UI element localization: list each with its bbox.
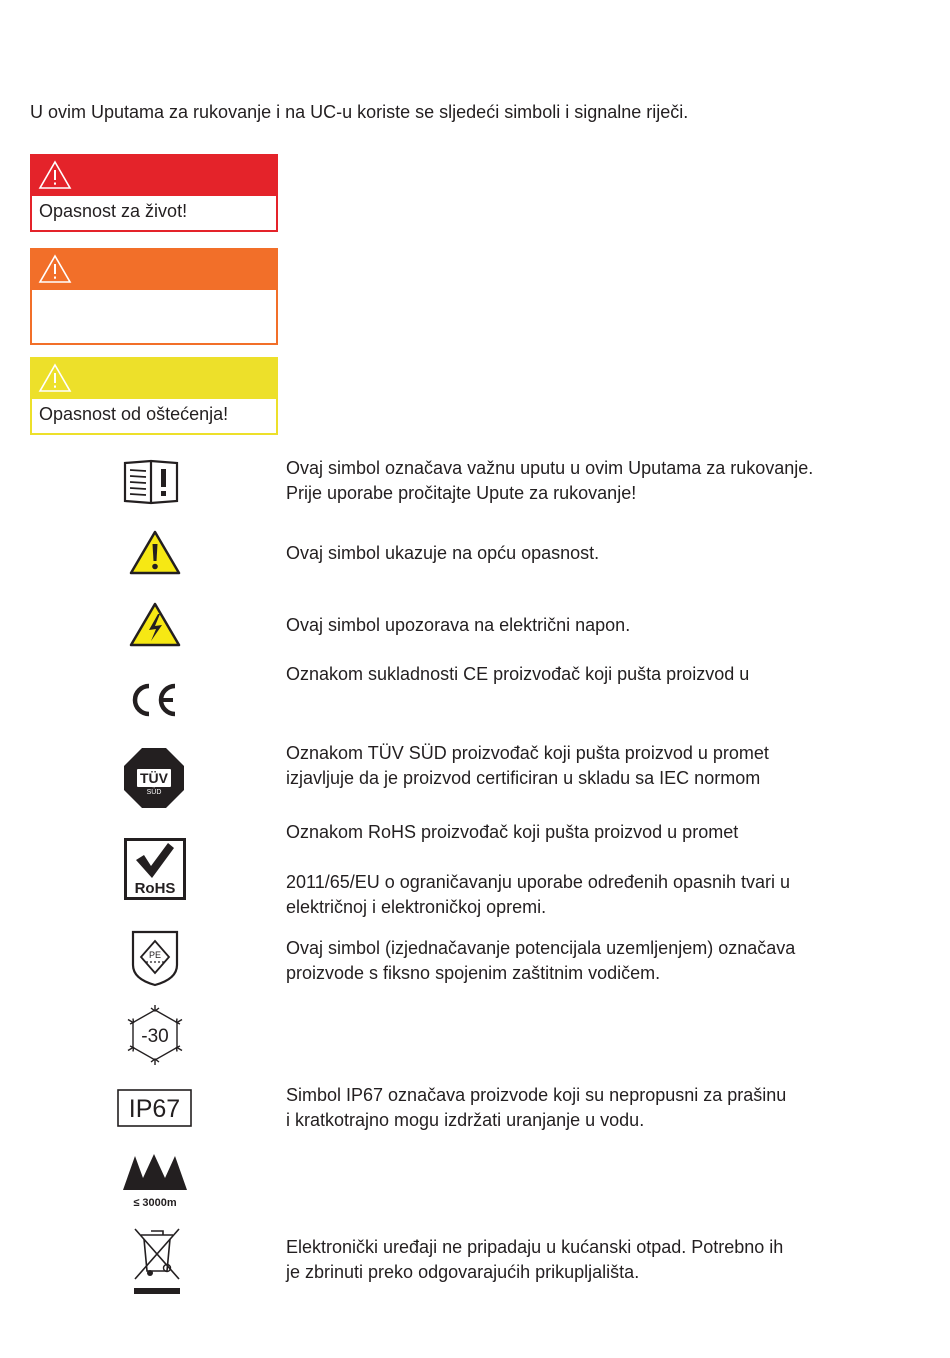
warning-triangle-icon: [38, 363, 72, 393]
warning-signal-text: [30, 290, 278, 345]
intro-text: U ovim Uputama za rukovanje i na UC-u koriste se sljedeći simboli i signalne riječi.: [30, 102, 689, 122]
ip67-label: IP67: [128, 1095, 181, 1123]
rohs-icon: [124, 838, 186, 900]
electric-voltage-description: [286, 613, 926, 638]
tuv-description-line: izjavljuje da je proizvod certificiran u skladu sa IEC normom: [286, 768, 761, 788]
manual-description-line: Prije uporabe pročitajte Upute za rukovanje!: [286, 483, 637, 503]
ip67-description-line: Simbol IP67 označava proizvode koji su nepropusni za prašinu: [286, 1085, 787, 1105]
caution-signal-header: [30, 357, 278, 399]
rohs-description-continued: [286, 870, 926, 920]
altitude-label: ≤ 3000m: [133, 1197, 177, 1209]
pe-label: PE: [148, 950, 162, 960]
temperature-label: -30: [141, 1026, 169, 1047]
weee-description: [286, 1235, 926, 1285]
tuv-description-line: Oznakom TÜV SÜD proizvođač koji pušta proizvod u promet: [286, 743, 769, 763]
rohs-description: [286, 820, 926, 845]
general-danger-description: [286, 541, 926, 566]
manual-description-line: Ovaj simbol označava važnu uputu u ovim Uputama za rukovanje.: [286, 458, 814, 478]
weee-bin-icon: [131, 1225, 183, 1297]
electric-voltage-icon: [129, 602, 181, 648]
ip67-icon: [117, 1089, 192, 1127]
pe-description: [286, 936, 926, 986]
danger-signal-text: Opasnost za život!: [30, 196, 278, 232]
warning-triangle-icon: [38, 160, 72, 190]
danger-signal-box: [30, 154, 278, 232]
caution-signal-box: [30, 357, 278, 435]
low-temperature-icon: [124, 1004, 186, 1066]
general-danger-icon: [129, 530, 181, 576]
pe-description-line: proizvode s fiksno spojenim zaštitnim vodičem.: [286, 963, 661, 983]
tuv-badge-top: TÜV: [140, 770, 168, 786]
manual-symbol-description: [286, 456, 926, 506]
warning-triangle-icon: [38, 254, 72, 284]
weee-description-line: Elektronički uređaji ne pripadaju u kućanski otpad. Potrebno ih: [286, 1237, 784, 1257]
pe-ground-icon: [131, 929, 179, 987]
rohs-description-line: 2011/65/EU o ograničavanju uporabe određenih opasnih tvari u: [286, 872, 791, 892]
tuv-description: [286, 741, 926, 791]
pe-description-line: Ovaj simbol (izjednačavanje potencijala uzemljenjem) označava: [286, 938, 796, 958]
caution-signal-text: Opasnost od oštećenja!: [30, 399, 278, 435]
rohs-description-line: električnoj i elektroničkoj opremi.: [286, 897, 547, 917]
warning-signal-header: [30, 248, 278, 290]
ip67-description-line: i kratkotrajno mogu izdržati uranjanje u vodu.: [286, 1110, 645, 1130]
general-danger-description-line: Ovaj simbol ukazuje na opću opasnost.: [286, 543, 600, 563]
ip67-description: [286, 1083, 926, 1133]
rohs-label: RoHS: [134, 880, 176, 897]
electric-voltage-description-line: Ovaj simbol upozorava na električni napon.: [286, 615, 631, 635]
rohs-description-line: Oznakom RoHS proizvođač koji pušta proizvod u promet: [286, 822, 739, 842]
weee-description-line: je zbrinuti preko odgovarajućih prikupljališta.: [286, 1262, 640, 1282]
danger-signal-header: [30, 154, 278, 196]
ce-description-line: Oznakom sukladnosti CE proizvođač koji pušta proizvod u: [286, 664, 750, 684]
ce-description: [286, 662, 926, 687]
altitude-icon: [119, 1150, 191, 1212]
tuv-sud-icon: [123, 747, 185, 809]
tuv-badge-bottom: SÜD: [146, 789, 162, 796]
ce-mark-icon: [129, 683, 179, 717]
read-manual-icon: [122, 457, 180, 505]
warning-signal-box: [30, 248, 278, 345]
